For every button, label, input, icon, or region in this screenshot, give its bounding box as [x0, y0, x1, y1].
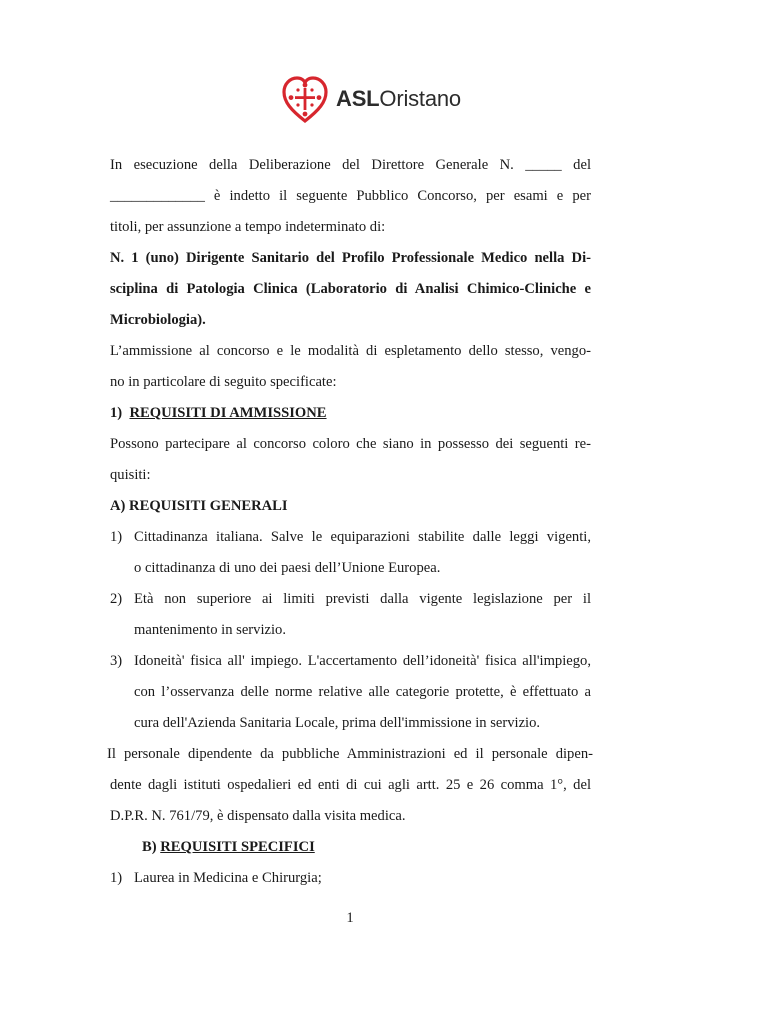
section-1-title: REQUISITI DI AMMISSIONE: [129, 405, 327, 421]
list-item-number: 1): [110, 870, 123, 886]
position-line-3: Microbiologia).: [110, 312, 206, 328]
asl-heart-cross-icon: [281, 74, 329, 124]
section-1-number: 1): [110, 405, 123, 421]
list-item-text: Cittadinanza italiana. Salve le equiparazioni stabilite dalle leggi vigenti,: [134, 529, 591, 545]
list-item-text: Laurea in Medicina e Chirurgia;: [134, 870, 322, 886]
list-item: [110, 584, 591, 615]
intro-line-2: _____________ è indetto il seguente Pubblico Concorso, per esami e per: [110, 188, 591, 204]
list-item-number: 3): [110, 653, 123, 669]
staff-line-1: Il personale dipendente da pubbliche Amministrazioni ed il personale dipen-: [107, 746, 593, 762]
section-a-heading: A) REQUISITI GENERALI: [110, 498, 288, 514]
document-body: [107, 150, 593, 894]
section-b-heading: [110, 832, 591, 863]
section-b-prefix: B): [142, 839, 161, 855]
section-1-heading: [110, 398, 591, 429]
participation-line-1: Possono partecipare al concorso coloro che siano in possesso dei seguenti re-: [110, 436, 591, 452]
list-item-number: 2): [110, 591, 123, 607]
position-line-2: sciplina di Patologia Clinica (Laboratorio di Analisi Chimico-Cliniche e: [110, 281, 591, 297]
intro-line-1: In esecuzione della Deliberazione del Direttore Generale N. _____ del: [110, 157, 591, 173]
list-item-text: Idoneità' fisica all' impiego. L'accertamento dell’idoneità' fisica all'impiego,: [134, 653, 591, 669]
staff-line-3: D.P.R. N. 761/79, è dispensato dalla visita medica.: [110, 808, 406, 824]
list-item: [110, 646, 591, 677]
section-b-title: REQUISITI SPECIFICI: [160, 839, 315, 855]
intro-line-3: titoli, per assunzione a tempo indeterminato di:: [110, 219, 386, 235]
list-item: [110, 522, 591, 553]
participation-line-2: quisiti:: [110, 467, 151, 483]
list-item-continuation: mantenimento in servizio.: [134, 622, 286, 638]
position-line-1: N. 1 (uno) Dirigente Sanitario del Profilo Professionale Medico nella Di-: [110, 250, 591, 266]
admission-line-2: no in particolare di seguito specificate:: [110, 374, 337, 390]
list-item-text: Età non superiore ai limiti previsti dalla vigente legislazione per il: [134, 591, 591, 607]
list-item-continuation: o cittadinanza di uno dei paesi dell’Unione Europea.: [134, 560, 441, 576]
logo-wordmark: ASLOristano: [336, 86, 461, 111]
asl-oristano-logo: [281, 74, 461, 124]
list-item: [110, 863, 591, 894]
admission-line-1: L’ammissione al concorso e le modalità di espletamento dello stesso, vengo-: [110, 343, 591, 359]
list-item-number: 1): [110, 529, 123, 545]
list-item-continuation: cura dell'Azienda Sanitaria Locale, prima dell'immissione in servizio.: [134, 715, 541, 731]
staff-line-2: dente dagli istituti ospedalieri ed enti di cui agli artt. 25 e 26 comma 1°, del: [110, 777, 591, 793]
page-number: 1: [346, 910, 354, 926]
list-item-continuation: con l’osservanza delle norme relative alle categorie protette, è effettuato a: [134, 684, 591, 700]
